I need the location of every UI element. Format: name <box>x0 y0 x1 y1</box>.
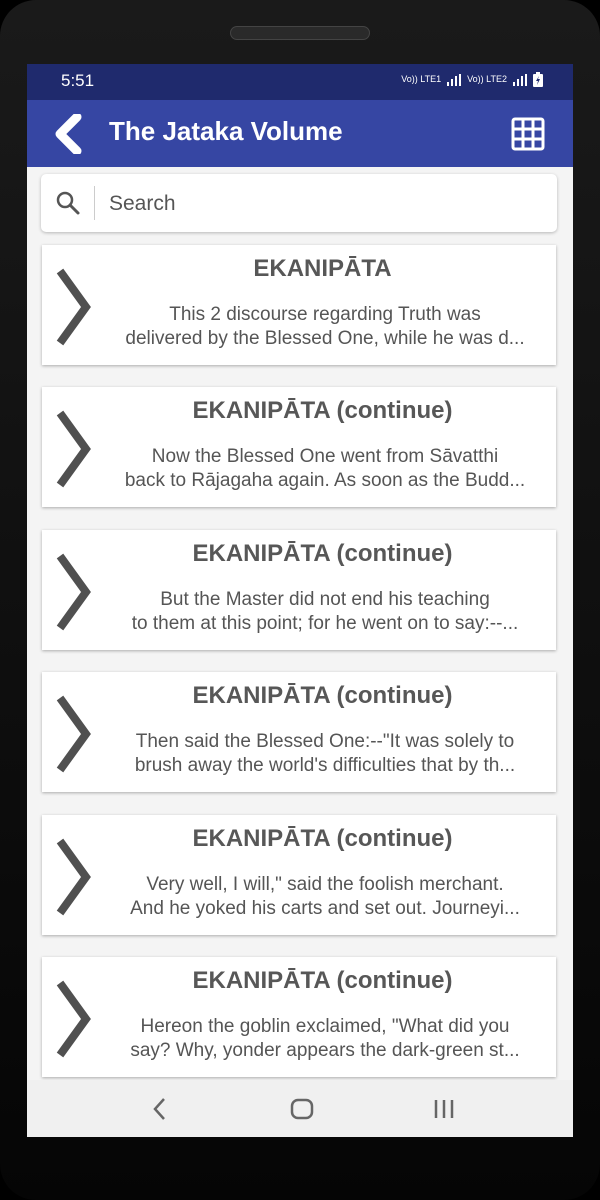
status-bar <box>27 64 573 100</box>
excerpt-line: Hereon the goblin exclaimed, "What did you <box>140 1016 510 1037</box>
excerpt-line: And he yoked his carts and set out. Journeyi... <box>130 898 520 919</box>
chapter-excerpt <box>104 730 546 778</box>
excerpt-line: Now the Blessed One went from Sāvatthi <box>151 446 499 467</box>
excerpt-line: say? Why, yonder appears the dark-green st... <box>130 1040 520 1061</box>
chapter-excerpt <box>104 445 546 493</box>
battery-icon <box>533 72 543 87</box>
chapter-excerpt <box>104 303 546 351</box>
status-icons <box>401 72 543 87</box>
signal-icon <box>447 74 461 86</box>
search-input[interactable] <box>107 186 541 222</box>
chevron-right-icon <box>54 694 94 774</box>
page-title: The Jataka Volume <box>109 116 343 146</box>
chapter-title: EKANIPĀTA <box>253 255 392 282</box>
grid-icon[interactable] <box>511 117 545 151</box>
nav-recents-icon[interactable] <box>431 1096 457 1122</box>
chevron-right-icon <box>54 837 94 917</box>
list-item[interactable] <box>42 387 556 507</box>
chevron-right-icon <box>54 267 94 347</box>
chapter-excerpt <box>104 588 546 636</box>
excerpt-line: back to Rājagaha again. As soon as the Budd... <box>124 470 526 491</box>
search-divider <box>94 186 95 220</box>
back-arrow-icon[interactable] <box>53 114 93 154</box>
nav-back-icon[interactable] <box>149 1096 171 1122</box>
system-nav-bar <box>27 1080 573 1137</box>
app-bar <box>27 100 573 167</box>
excerpt-line: to them at this point; for he went on to say:--... <box>131 613 519 634</box>
chapter-title: EKANIPĀTA (continue) <box>192 967 453 994</box>
excerpt-line: But the Master did not end his teaching <box>160 589 490 610</box>
list-item[interactable] <box>42 245 556 365</box>
excerpt-line: Then said the Blessed One:--"It was solely to <box>135 731 515 752</box>
chevron-right-icon <box>54 979 94 1059</box>
chapter-title: EKANIPĀTA (continue) <box>192 682 453 709</box>
excerpt-line: Very well, I will," said the foolish merchant. <box>146 874 504 895</box>
phone-speaker <box>230 26 370 40</box>
chevron-right-icon <box>54 409 94 489</box>
excerpt-line: This 2 discourse regarding Truth was <box>169 304 481 325</box>
list-item[interactable] <box>42 957 556 1077</box>
chapter-excerpt <box>104 873 546 921</box>
chapter-title: EKANIPĀTA (continue) <box>192 540 453 567</box>
chapter-title: EKANIPĀTA (continue) <box>192 397 453 424</box>
excerpt-line: delivered by the Blessed One, while he was d... <box>125 328 525 349</box>
signal-icon <box>513 74 527 86</box>
screen <box>27 64 573 1137</box>
sim2-label: Vo)) LTE2 <box>467 74 507 84</box>
status-time: 5:51 <box>61 71 95 90</box>
sim1-label: Vo)) LTE1 <box>401 74 442 84</box>
search-icon <box>55 190 81 216</box>
excerpt-line: brush away the world's difficulties that by th... <box>134 755 516 776</box>
list-item[interactable] <box>42 530 556 650</box>
chapter-title: EKANIPĀTA (continue) <box>192 825 453 852</box>
nav-home-icon[interactable] <box>289 1096 315 1122</box>
chevron-right-icon <box>54 552 94 632</box>
list-item[interactable] <box>42 815 556 935</box>
chapter-excerpt <box>104 1015 546 1063</box>
search-bar <box>41 174 557 232</box>
list-item[interactable] <box>42 672 556 792</box>
